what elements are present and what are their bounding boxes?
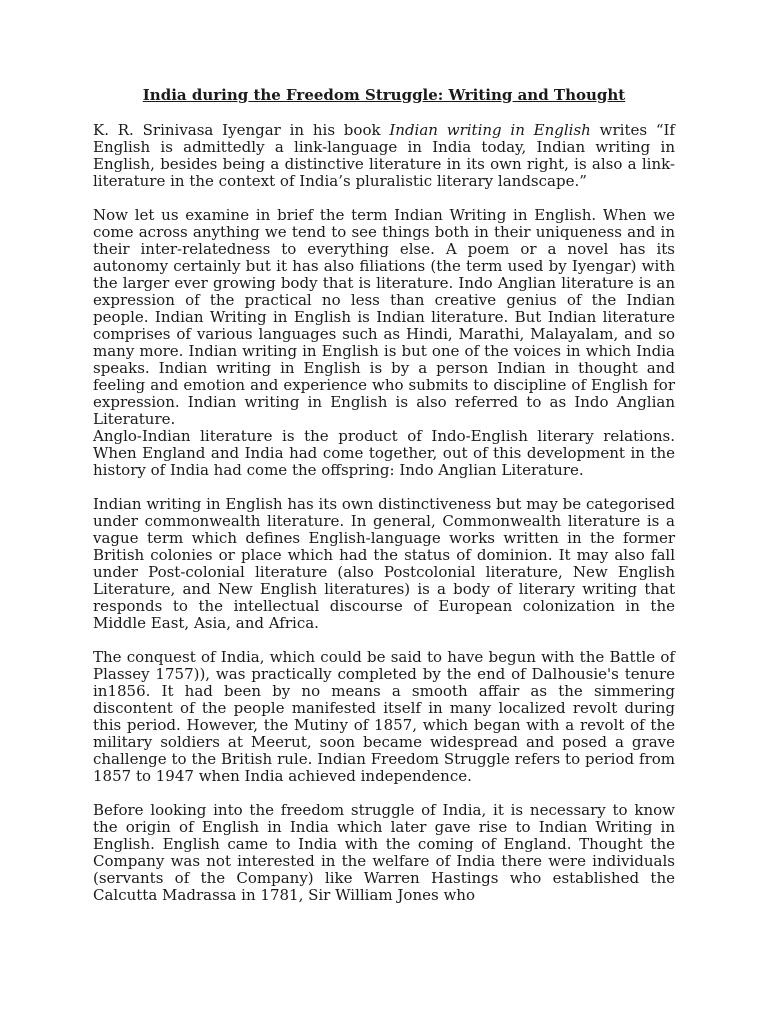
book-title: Indian writing in English [389,121,591,139]
document-page [93,84,675,921]
paragraph-6: Before looking into the freedom struggle of India, it is necessary to know the origin of English in India which later gave rise to Indian Writing in English. English came to India with the coming of England. Thought the Company was not interested in the welfare of India there were individuals (servants of the Company) like Warren Hastings who established the Calcutta Madrassa in 1781, Sir William Jones who [93,801,675,904]
document-title: India during the Freedom Struggle: Writing and Thought [142,86,626,104]
paragraph-3: Anglo-Indian literature is the product of Indo-English literary relations. When England and India had come together, out of this development in the history of India had come the offspring: Indo Anglian Literature. [93,427,675,479]
paragraph-5: The conquest of India, which could be said to have begun with the Battle of Plassey 1757)), was practically completed by the end of Dalhousie's tenure in1856. It had been by no means a smooth affair as the simmering discontent of the people manifested itself in many localized revolt during this period. However, the Mutiny of 1857, which began with a revolt of the military soldiers at Meerut, soon became widespread and posed a grave challenge to the British rule. Indian Freedom Struggle refers to period from 1857 to 1947 when India achieved independence. [93,648,675,785]
paragraph-2: Now let us examine in brief the term Indian Writing in English. When we come across anything we tend to see things both in their uniqueness and in their inter-relatedness to everything else. A poem or a novel has its autonomy certainly but it has also filiations (the term used by Iyengar) with the larger ever growing body that is literature. Indo Anglian literature is an expression of the practical no less than creative genius of the Indian people. Indian Writing in English is Indian literature. But Indian literature comprises of various languages such as Hindi, Marathi, Malayalam, and so many more. Indian writing in English is but one of the voices in which India speaks. Indian writing in English is by a person Indian in thought and feeling and emotion and experience who submits to discipline of English for expression. Indian writing in English is also referred to as Indo Anglian Literature. [93,206,675,428]
paragraph-1-rest: writes “If English is admittedly a link-language in India today, Indian writing in English, besides being a distinctive literature in its own right, is also a link-literature in the context of India’s pluralistic literary landscape.” [93,121,675,190]
paragraph-4: Indian writing in English has its own distinctiveness but may be categorised under commonwealth literature. In general, Commonwealth literature is a vague term which defines English-language works written in the former British colonies or place which had the status of dominion. It may also fall under Post-colonial literature (also Postcolonial literature, New English Literature, and New English literatures) is a body of literary writing that responds to the intellectual discourse of European colonization in the Middle East, Asia, and Africa. [93,495,675,632]
paragraph-1-lead: K. R. Srinivasa Iyengar in his book [93,121,390,139]
paragraph-1 [93,122,675,190]
